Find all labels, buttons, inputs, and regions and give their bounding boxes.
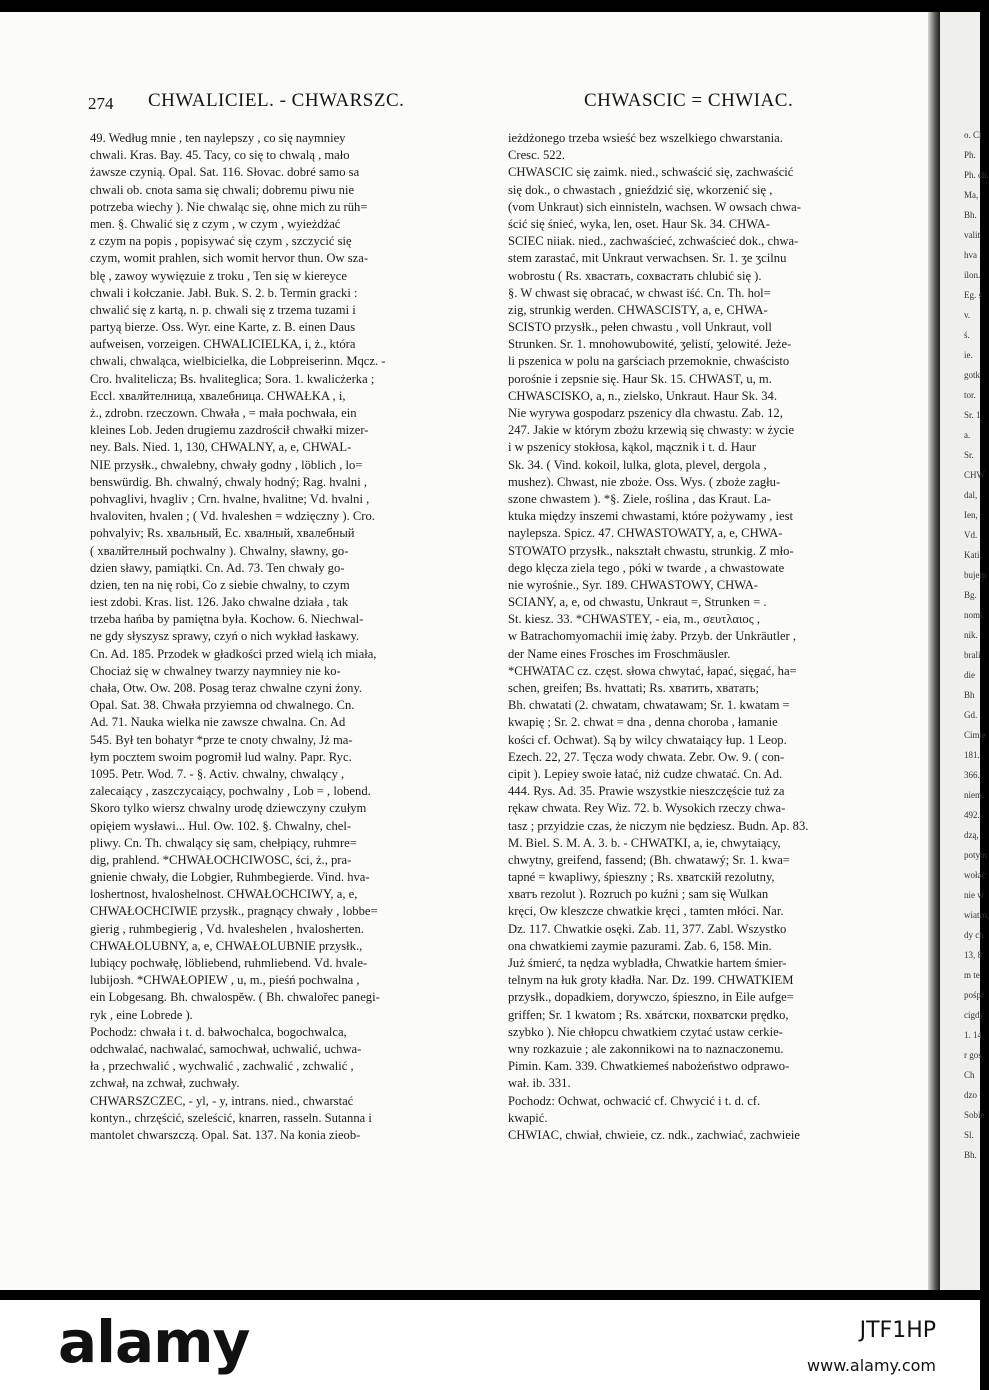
text-line: CHWASCISKO, a, n., zielsko, Unkraut. Haur Sk. 34. <box>508 388 777 403</box>
text-line: kwapię ; Sr. 2. chwat = dna , denna choroba , łamanie <box>508 715 778 730</box>
adjacent-page-fragment: v. <box>964 310 971 320</box>
adjacent-page-fragment: dy ch <box>964 930 984 940</box>
adjacent-page-fragment: m te <box>964 970 980 980</box>
text-line: lubijoзh. *CHWAŁOPIEW , u, m., pieśń pochwalna , <box>90 973 360 988</box>
adjacent-page-fragment: Ph. ch. <box>964 170 989 180</box>
adjacent-page-fragment: Eg. s <box>964 290 982 300</box>
text-line: żawsze czynią. Opal. Sat. 116. Słovac. dobré samo sa <box>90 165 360 180</box>
text-line: kości cf. Ochwat). Są by wilcy chwataiący łup. 1 Leop. <box>508 732 787 747</box>
text-line: St. kiesz. 33. *CHWASTEY, - eia, m., σευτλαιος , <box>508 612 761 627</box>
right-running-head: CHWASCIC = CHWIAC. <box>584 90 794 111</box>
text-line: pohvaglivi, hvagliv ; Crn. hvalne, hvalitne; Vd. hvalni , <box>90 491 370 506</box>
text-line: ney. Bals. Nied. 1, 130, CHWALNY, a, e, CHWAL- <box>90 440 352 455</box>
adjacent-page-fragment: Bh <box>964 690 975 700</box>
text-line: odchwalać, nachwalać, samochwał, uchwalić, uchwa- <box>90 1041 362 1056</box>
adjacent-page-fragment: 1. 14 <box>964 1030 982 1040</box>
text-line: chwytny, greifend, fassend; (Bh. chwatawý; Sr. 1. kwa= <box>508 852 790 867</box>
text-line: dego klęcza ziela tego , póki w twarde , a chwastowate <box>508 560 785 575</box>
adjacent-page-fragment: 492. <box>964 810 980 820</box>
text-line: Już śmierć, ta nędza wybladła, Chwatkie hartem śmier- <box>508 956 787 970</box>
adjacent-page-fragment: ilon. <box>964 270 981 280</box>
text-line: schen, greifen; Bs. hvattati; Rs. хватить, хватать; <box>508 681 760 695</box>
text-line: Strunken. Sr. 1. mnohowubowité, ʒelistí, ʒelowité. Jeże- <box>508 337 792 352</box>
adjacent-page-fragment: gotk <box>964 370 981 380</box>
text-line: benswürdig. Bh. chwalný, chwaly hodný; Rag. hvalni , <box>90 474 368 489</box>
text-line: *CHWATAC cz. częst. słowa chwytać, łapać, sięgać, ha= <box>508 663 797 678</box>
adjacent-page-fragment: 366. <box>964 770 980 780</box>
adjacent-page-fragment: die <box>964 670 975 680</box>
text-line: 545. Był ten bohatyr *prze te cnoty chwalny, Jż ma- <box>90 732 353 747</box>
text-line: chwali ob. cnota sama się chwali; dobremu piwu nie <box>90 182 355 197</box>
adjacent-page-fragment: nie w <box>964 890 984 900</box>
text-line: mantolet chwarszczą. Opal. Sat. 137. Na konia zieob- <box>90 1127 361 1142</box>
adjacent-page-fragment: Sobie <box>964 1110 985 1120</box>
text-line: zalecaiący , zaszczycaiący, pochwalny , Lob = , lobend. <box>90 784 371 799</box>
adjacent-page-fragment: dal, <box>964 490 978 500</box>
text-line: chała, Otw. Ow. 208. Posag teraz chwalne czyni żony. <box>90 681 363 695</box>
text-line: gierig , ruhmbegierig , Vd. hvaleshelen , hvaloshertеn. <box>90 921 364 936</box>
adjacent-page-fragment: Sr. <box>964 450 974 460</box>
text-line: aufweisen, vorzeigen. CHWALICIELKA, i, ż., która <box>90 337 356 352</box>
text-line: griffen; Sr. 1 kwatom ; Rs. хвáтски, похватски prędko, <box>508 1007 789 1022</box>
text-line: 444. Rys. Ad. 35. Prawie wszystkie nieszczęście tuż za <box>508 784 785 799</box>
text-line: der Name eines Frosches im Froschmäusler. <box>508 646 731 661</box>
text-line: chwali. Kras. Bay. 45. Tacy, co się to chwalą , mało <box>90 148 350 163</box>
adjacent-page-fragment: Ph. <box>964 150 976 160</box>
text-line: ein Lobgesang. Bh. chwalospěw. ( Bh. chwalořec panegi- <box>90 990 380 1005</box>
source-url: www.alamy.com <box>807 1356 936 1375</box>
text-line: tasz ; przyidzie czas, że niczym nie będziesz. Budn. Ap. 83. <box>508 818 809 833</box>
adjacent-page-fragment: 13, 8 <box>964 950 982 960</box>
text-line: gnienie chwały, die Lobgier, Ruhmbegierde. Vind. hva- <box>90 870 370 885</box>
text-line: Ezech. 22, 27. Tęcza wody chwata. Zebr. Ow. 9. ( con- <box>508 749 785 764</box>
text-line: SCIANY, a, e, od chwastu, Unkraut =, Strunken = . <box>508 595 767 610</box>
text-line: trzeba hańba by pamiętna była. Kochow. 6. Niechwal- <box>90 612 364 627</box>
page-number: 274 <box>88 94 114 113</box>
text-line: wał. ib. 331. <box>508 1076 571 1091</box>
adjacent-page-fragment: brali <box>964 650 981 660</box>
adjacent-page-fragment: nomi <box>964 610 983 620</box>
adjacent-page-fragment: o. Cl <box>964 130 982 140</box>
text-line: Bh. chwatati (2. chwatam, chwatawam; Sr. 1. kwatam = <box>508 698 790 713</box>
adjacent-page-fragment: wiatro, <box>964 910 989 920</box>
adjacent-page-fragment: r gos <box>964 1050 982 1060</box>
text-line: Pochodz: Ochwat, ochwacić cf. Chwycić i t. d. cf. <box>508 1093 761 1108</box>
adjacent-page-fragment: wołać <box>964 870 986 880</box>
adjacent-page-fragment: CHW <box>964 470 985 480</box>
text-line: kręci, Ow kleszcze chwatkie kręci , tamten młóci. Nar. <box>508 904 784 919</box>
adjacent-page-fragment: Bh. <box>964 1150 977 1160</box>
text-line: Skoro tylko wiersz chwalny urodę dziewczyny czułym <box>90 801 367 816</box>
text-line: dzien sławy, pamiątki. Cn. Ad. 73. Ten chwały go- <box>90 560 345 575</box>
text-line: zchwał, na zchwał, zuchwały. <box>90 1076 240 1091</box>
page-header <box>0 90 928 120</box>
text-line: STOWATO przysłk., nakształt chwastu, strunkig. Z mło- <box>508 543 794 558</box>
text-line: 49. Według mnie , ten naylepszy , co się naymniey <box>90 131 346 145</box>
text-line: хватъ rezolut ). Rozruch po kuźni ; sam się Wulkan <box>508 887 769 902</box>
text-line: blę , zawoy wywięzuie z troku , Ten się w kiereyce <box>90 268 347 283</box>
text-line: zig, strunkig werden. CHWASCISTY, a, e, CHWA- <box>508 302 768 317</box>
adjacent-page-fragment: cigdy <box>964 1010 984 1020</box>
text-line: się dok., o chwastach , gnieździć się, wkorzenić się , <box>508 182 773 197</box>
text-line: CHWIAC, chwiał, chwieie, cz. ndk., zachwiać, zachwieie <box>508 1127 800 1142</box>
text-line: naylepsza. Spicz. 47. CHWASTOWATY, a, e, CHWA- <box>508 526 783 541</box>
text-line: telnym na łuk groty kładła. Nar. Dz. 199. CHWATKIEM <box>508 973 794 988</box>
text-line: dzien, ten na nię robi, Co z siebie chwalny, to czym <box>90 577 350 592</box>
text-line: ła , przechwalić , wychwalić , zachwalić , zchwalić , <box>90 1059 354 1074</box>
adjacent-page-fragment: Ma, <box>964 190 979 200</box>
text-line: i w pszenicy stokłosa, kąkol, mącznik i t. d. Haur <box>508 440 756 455</box>
text-line: 247. Jakie w którym zbożu krzewią się chwasty: w życie <box>508 423 795 438</box>
adjacent-page-fragment: Sl. <box>964 1130 974 1140</box>
watermark-band <box>0 1300 980 1390</box>
text-line: loshertnost, hvaloshelnost. CHWAŁOCHCIWY, a, e, <box>90 887 358 902</box>
adjacent-page-fragment: Cimie <box>964 730 986 740</box>
left-running-head: CHWALICIEL. - CHWARSZC. <box>148 90 405 111</box>
adjacent-page-fragment: Vd. <box>964 530 978 540</box>
text-line: hvaloviten, hvalen ; ( Vd. hvaleshen = wdzięczny ). Cro. <box>90 509 375 524</box>
image-id: JTF1HP <box>859 1318 936 1343</box>
text-line: ona chwatkiemi zaymie pazurami. Zab. 6, 158. Min. <box>508 938 772 953</box>
text-line: dig, prahlend. *CHWAŁOCHCIWOSC, ści, ż., pra- <box>90 852 352 867</box>
book-gutter <box>928 12 940 1290</box>
text-line: kwapić. <box>508 1110 548 1125</box>
text-line: ieżdżonego trzeba wsieść bez wszelkiego chwarstania. <box>508 131 783 145</box>
dictionary-page <box>0 12 989 1290</box>
text-line: chwali i kołczanie. Jabł. Buk. S. 2. b. Termin gracki : <box>90 285 358 300</box>
text-line: Cro. hvaliteliсza; Bs. hvaliteglica; Sora. 1. kwalicżerka ; <box>90 371 375 386</box>
adjacent-page-fragment: bujem <box>964 570 987 580</box>
text-line: rękaw chwata. Rey Wiz. 72. b. Wysokich rzeczy chwa- <box>508 801 786 816</box>
text-line: pohvalyiv; Rs. хвальный, Ec. хвалный, хвалебный <box>90 526 355 541</box>
text-line: cipit ). Lepiey swoie łatać, niż cudze chwatać. Cn. Ad. <box>508 766 783 781</box>
text-line: CHWAŁOLUBNY, a, e, CHWAŁOLUBNIE przysłk., <box>90 938 363 953</box>
text-line: ryk , eine Lobrede ). <box>90 1007 193 1022</box>
text-line: lubiący pochwałę, löbliebend, ruhmliebend. Vd. hvale- <box>90 956 368 970</box>
right-column <box>508 130 920 1144</box>
left-column <box>90 130 498 1144</box>
text-line: czym, womit prahlen, sich womit hervor thun. Ow sza- <box>90 251 369 266</box>
adjacent-page-fragment: Sr. 1 <box>964 410 981 420</box>
text-line: wny rozkazuie ; ale zakonnikowi na to naznaczonemu. <box>508 1041 784 1056</box>
text-line: szybko ). Nie chłopcu chwatkiem czytać ustaw cerkie- <box>508 1024 783 1039</box>
adjacent-page-fragment: ś. <box>964 330 970 340</box>
text-line: porośnie i zepsnie się. Haur Sk. 15. CHWAST, u, m. <box>508 371 772 386</box>
text-line: chwalić się z kartą, n. p. chwali się z trzema tuzami i <box>90 302 356 317</box>
text-line: Pimin. Kam. 339. Chwatkiemeś nabożeństwo odprawo- <box>508 1059 790 1074</box>
text-line: Nie wyrywa gospodarz pszenicy dla chwastu. Zab. 12, <box>508 406 783 420</box>
text-line: Ad. 71. Nauka wielka nie zawsze chwalna. Cn. Ad <box>90 715 346 730</box>
text-line: Cresc. 522. <box>508 148 566 163</box>
text-line: w Batrachomyomachii imię żaby. Przyb. der Unkräutler , <box>508 629 797 644</box>
text-line: SCIEC niiak. nied., zachwaścieć, zchwaścieć dok., chwa- <box>508 234 799 249</box>
adjacent-page-fragment: tor. <box>964 390 976 400</box>
text-line: kontyn., chrzęścić, szeleścić, knarren, rasseln. Sutanna i <box>90 1110 372 1125</box>
text-line: szone chwastem ). *§. Ziele, roślina , das Kraut. La- <box>508 491 771 506</box>
adjacent-page-fragment: niem. <box>964 790 985 800</box>
text-line: NIE przysłk., chwalebny, chwały godny , löblich , lo= <box>90 457 363 472</box>
text-line: SCISTO przysłk., pełen chwastu , voll Unkraut, voll <box>508 320 772 335</box>
text-line: tapné = kwapliwy, śpieszny ; Rs. хватскій rezolutny, <box>508 870 775 885</box>
adjacent-page-fragment: a. <box>964 430 971 440</box>
adjacent-page-fragment: Kati, <box>964 550 982 560</box>
text-line: Dz. 117. Chwatkie osęki. Zab. 11, 377. Zabl. Wszystko <box>508 921 787 936</box>
text-line: CHWASCIC się zaimk. nied., schwaścić się, zachwaścić <box>508 165 794 180</box>
adjacent-page-fragment: nik. <box>964 630 978 640</box>
text-line: Chociaż się w chwalney twarzy naymniey nie ko- <box>90 663 341 678</box>
text-line: ktuka między inszemi chwastami, które pożywamy , iest <box>508 509 794 524</box>
adjacent-page-fragment: Ch <box>964 1070 975 1080</box>
text-line: CHWARSZCZEC, - yl, - y, intrans. nied., chwarstać <box>90 1093 354 1108</box>
adjacent-page-fragment: dzo <box>964 1090 977 1100</box>
text-line: kleines Lob. Jeden drugiemu zazdrościł chwałki mizer- <box>90 423 369 438</box>
text-line: ( хвалйтелный pochwalny ). Chwalny, sławny, go- <box>90 543 349 558</box>
text-line: (vom Unkraut) sich einnisteln, wachsen. W owsach chwa- <box>508 199 801 214</box>
adjacent-page-fragment: Bh. <box>964 210 977 220</box>
text-line: ne gdy słyszysz sprawy, czyń o nich wykład łaskawy. <box>90 629 360 644</box>
text-line: chwali, chwaląca, wielbicielka, die Lobpreiserinn. Mqcz. - <box>90 354 386 369</box>
adjacent-page-fragment: 181. <box>964 750 980 760</box>
adjacent-page-fragment: dzą, <box>964 830 979 840</box>
text-line: 1095. Petr. Wod. 7. - §. Activ. chwalny, chwalący , <box>90 766 345 781</box>
adjacent-page-fragment: hva <box>964 250 977 260</box>
text-line: potrzeba wiechy ). Nie chwaląc się, ohne mich zu rüh= <box>90 199 368 214</box>
adjacent-page-fragment: pośpi <box>964 990 984 1000</box>
adjacent-page-fragment: Ien, <box>964 510 978 520</box>
text-line: Cn. Ad. 185. Przodek w gładkości przed wielą ich miała, <box>90 646 377 661</box>
adjacent-page-fragment: Bg. <box>964 590 977 600</box>
text-line: Eccl. хвалйтелница, хвалебница. CHWAŁKA , i, <box>90 388 346 403</box>
text-line: Sk. 34. ( Vind. kokoil, lulka, glota, plevel, dergola , <box>508 457 767 472</box>
adjacent-page-edge <box>940 12 989 1290</box>
adjacent-page-fragment: Gd. <box>964 710 978 720</box>
text-line: nie wyrośnie., Syr. 189. CHWASTOWY, CHWA- <box>508 577 759 592</box>
text-line: pliwy. Cn. Th. chwalący się sam, chełpiący, ruhmre= <box>90 835 357 850</box>
text-line: men. §. Chwalić się z czym , w czym , wyieżdżać <box>90 216 341 231</box>
alamy-logo: alamy <box>58 1308 250 1376</box>
text-line: ścić się śnieć, wyka, len, oset. Haur Sk. 34. CHWA- <box>508 216 770 231</box>
text-line: wobrostu ( Rs. хвастать, сохвастать chlubić się ). <box>508 268 762 283</box>
adjacent-page-fragment: potym <box>964 850 988 860</box>
text-line: Pochodz: chwała i t. d. bałwochalca, bogochwalca, <box>90 1024 347 1039</box>
text-line: łym pocztem swoim pogromił lud walny. Papr. Ryc. <box>90 749 352 764</box>
adjacent-page-fragment: valit <box>964 230 980 240</box>
text-line: li pszenica w polu na garściach przemoknie, chwaścisto <box>508 354 790 369</box>
text-line: ż., zdrobn. rzeczown. Chwała , = mała pochwała, ein <box>90 406 357 420</box>
text-line: opięiem wysławi... Hul. Ow. 102. §. Chwalny, chel- <box>90 818 352 833</box>
adjacent-page-fragment: ie. <box>964 350 973 360</box>
text-line: M. Biel. S. M. A. 3. b. - CHWATKI, a, ie, chwytaiący, <box>508 835 781 850</box>
text-line: CHWAŁOCHCIWIE przysłk., pragnący chwały , lobbe= <box>90 904 378 919</box>
text-line: §. W chwast się obracać, w chwast iść. Cn. Th. hol= <box>508 285 771 300</box>
text-line: przysłk., dopadkiem, dorywczo, śpieszno, in Eile aufge= <box>508 990 794 1005</box>
text-line: partyą bierze. Oss. Wyr. eine Karte, z. B. einen Daus <box>90 320 356 335</box>
text-line: Opal. Sat. 38. Chwała przyiemna od chwalnego. Cn. <box>90 698 355 713</box>
text-line: iest zdobi. Kras. list. 126. Jako chwalne działa , tak <box>90 595 349 610</box>
text-line: mushez). Chwast, nie zboże. Oss. Wys. ( zboże zagłu- <box>508 474 781 489</box>
text-line: stem zarastać, mit Unkraut verwachsen. Sr. 1. ʒe ʒcilnu <box>508 251 787 266</box>
text-line: z czym na popis , popisywać się czym , szczycić się <box>90 234 352 249</box>
